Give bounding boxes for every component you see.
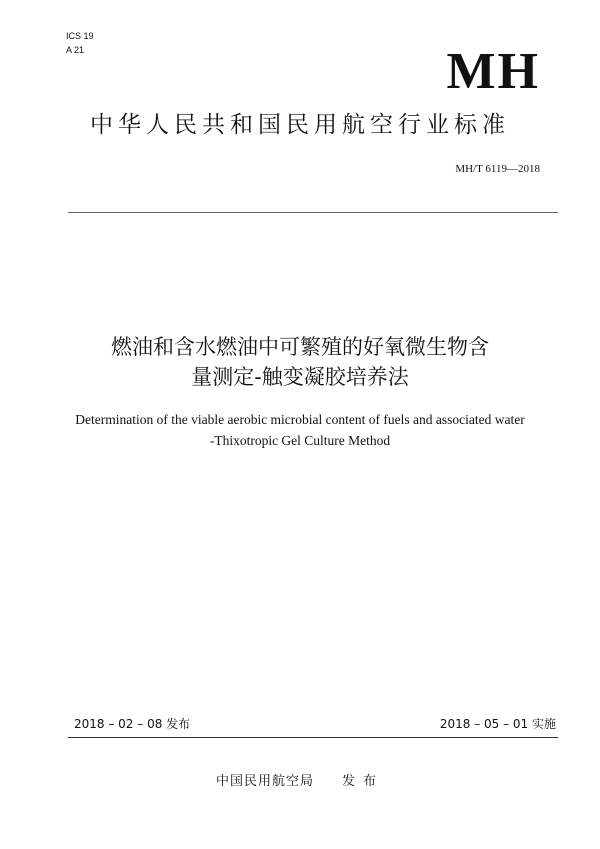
mh-logo: MH — [446, 43, 540, 100]
title-en-line1: Determination of the viable aerobic microbial content of fuels and associated water — [75, 412, 525, 427]
footer-divider — [68, 737, 558, 738]
title-en-line2: -Thixotropic Gel Culture Method — [209, 433, 391, 448]
ics-code: ICS 19 — [66, 31, 94, 41]
header-divider — [68, 212, 558, 213]
standard-number: MH/T 6119—2018 — [455, 163, 540, 175]
ccs-code: A 21 — [66, 45, 85, 55]
issue-date: 2018 – 02 – 08 发布 — [74, 717, 191, 731]
title-cn-line2: 量测定-触变凝胶培养法 — [191, 365, 409, 389]
standard-category-title: 中华人民共和国民用航空行业标准 — [90, 112, 510, 138]
issuer-action: 发布 — [342, 774, 385, 789]
title-cn-line1: 燃油和含水燃油中可繁殖的好氧微生物含 — [111, 335, 489, 359]
implementation-date: 2018 – 05 – 01 实施 — [439, 717, 556, 731]
issuer-name: 中国民用航空局 — [215, 774, 314, 789]
issuer-line — [0, 775, 600, 788]
